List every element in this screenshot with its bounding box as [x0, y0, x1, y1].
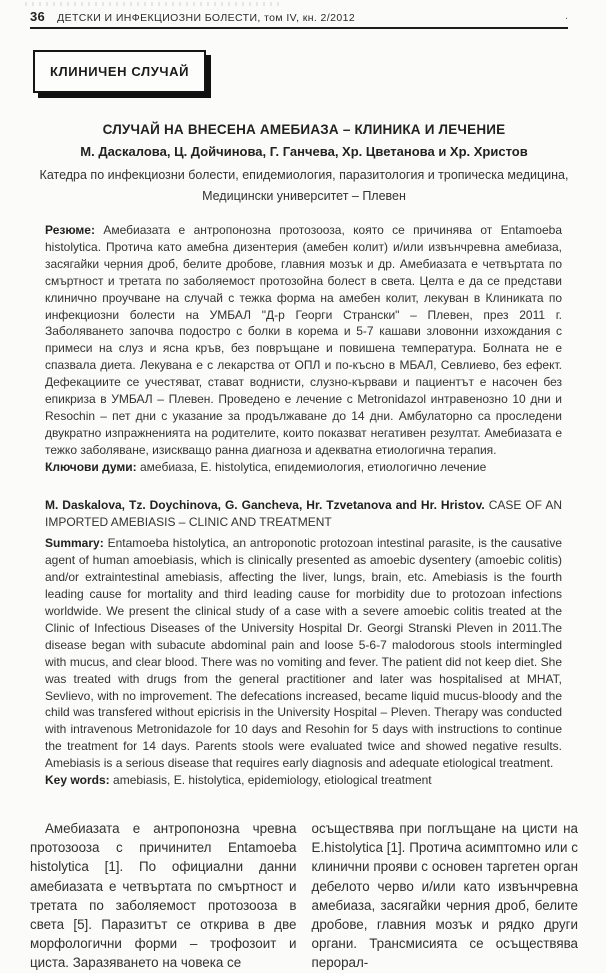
keywords-en — [45, 772, 562, 789]
page-number: 36 — [30, 9, 46, 24]
article-title-en: CASE OF AN IMPORTED AMEBIASIS – CLINIC AND TREATMENT — [45, 497, 562, 529]
summary-en — [45, 535, 562, 772]
english-summary-section — [45, 497, 562, 789]
article-heading — [30, 122, 578, 207]
abstract-bg — [45, 222, 562, 459]
summary-en-label: Summary: — [45, 536, 104, 551]
body-text — [30, 819, 578, 973]
article-title-bg: СЛУЧАЙ НА ВНЕСЕНА АМЕБИАЗА – КЛИНИКА И ЛЕЧЕНИЕ — [102, 122, 506, 137]
body-paragraph-left: Амебиазата е антропонозна чревна протозооза с причинител Entamoeba histolytica [1]. По официални данни амебиазата е четвъртата по смъртност и третата по заболяемост протозооза в света [5]. Паразитът се открива в две морфологични форми – трофозоит и циста. Заразяването на човека се — [30, 821, 297, 971]
keywords-bg-text: амебиаза, E. histolytica, епидемиология, етиологично лечение — [140, 459, 487, 474]
body-column-left — [30, 819, 297, 973]
stray-mark: . — [564, 10, 568, 22]
affiliation-line-2: Медицински университет – Плевен — [202, 189, 406, 203]
section-label: КЛИНИЧЕН СЛУЧАЙ — [50, 64, 190, 79]
keywords-bg — [45, 459, 562, 476]
summary-en-text: Entamoeba histolytica, an antroponotic protozoan intestinal parasite, is the causative agent of human amoebiasis, which is clinically presented as amoebic dysentery (amoebic colitis) and/or extraintestinal amebiasis, affecting the liver, lungs, brain, etc. Amebiasis is the fourth leading cause for mortality and third leading cause for morbidity due to protozoan infections worldwide. We present the clinical study of a case with a severe amoebic colitis treated at the Clinic of Infectious Diseases of the University Hospital Dr. Georgi Stranski Pleven in 2011.The disease began with subacute abdominal pain and loose 5-6-7 malodorous stools intermingled with mucus, and clear blood. There was no vomiting and fever. The patient did not keep diet. She was treated with drugs from the general practitioner and later was hospitalised at MHAT, Sevlievo, with no improvement. The defecations increased, became liquid mucus-bloody and the child was transfered without epicrisis in the University Hospital – Pleven. Therapy was conducted with intravenous Metronidazole for 10 days and Resohin for 5 days with instructions to continue the treatment for 14 days. Parents stools were evaluated twice and showed negative results. Amebiasis is a serious disease that requires early diagnosis and adequate etiological treatment. — [45, 536, 562, 771]
article-authors-en: M. Daskalova, Tz. Doychinova, G. Gancheva, Hr. Tzvetanova and Hr. Hristov. — [45, 497, 485, 512]
abstract-section — [45, 222, 562, 789]
english-title-line — [45, 497, 562, 531]
keywords-en-text: amebiasis, E. histolytica, epidemiology, etiological treatment — [113, 773, 432, 788]
header-rule — [30, 27, 568, 29]
abstract-bg-text: Амебиазата е антропонозна протозооза, която се причинява от Entamoeba histolytica. Протича като амебна дизентерия (амебен колит) и/или извънчревна амебиаза, засягайки черния дроб, белите дробове, главния мозък и др. Амебиазата е четвъртата по смъртност и третата по заболяемост протозойна болест в света. Целта е да се представи клинично проучване на случай с тежка форма на амебен колит, лекуван в Клиниката по инфекциозни болести на УМБАЛ "Д-р Георги Странски" – Плевен, през 2011 г. Заболяването започва подостро с болки в корема и 5-7 кашави зловонни изхождания с примеси на слуз и ясна кръв, без повръщане и повишена температура. Болната не е спазвала диета. Лекувана е с лекарства от ОПЛ и по-късно в МБАЛ, Севлиево, без ефект. Дефекациите се учестяват, стават воднисти, слузно-кървави и пациентът е насочен без епикриза в УМБАЛ – Плевен. Проведено е лечение с Metronidazol интравенозно 10 дни и Resochin – пет дни с указание за продължаване до 14 дни. Амбулаторно са проследени двукратно изпражненията на родителите, които показват негативен резултат. Амебиазата е тежко заболяване, изискващо ранна диагноза и адекватна етиологична терапия. — [45, 223, 562, 457]
keywords-bg-label: Ключови думи: — [45, 459, 137, 474]
body-paragraph-right: осъществява при поглъщане на цисти на E.histolytica [1]. Протича асимптомно или с клинични прояви с основен таргетен орган дебелото черво и/или като извънчревна амебиаза, засягайки черния дроб, белите дробове, главния мозък и рядко други органи. Трансмисията се осъществява перорал- — [311, 821, 578, 971]
section-label-box — [33, 50, 206, 93]
scan-artifact — [25, 2, 280, 6]
article-authors-bg: М. Даскалова, Ц. Дойчинова, Г. Ганчева, Хр. Цветанова и Хр. Христов — [80, 144, 528, 159]
journal-title: ДЕТСКИ И ИНФЕКЦИОЗНИ БОЛЕСТИ, том IV, кн. 2/2012 — [57, 12, 356, 24]
body-column-right — [312, 819, 579, 973]
abstract-bg-label: Резюме: — [45, 223, 95, 237]
keywords-en-label: Key words: — [45, 773, 110, 788]
affiliation-line-1: Катедра по инфекциозни болести, епидемиология, паразитология и тропическа медицина, — [39, 168, 569, 182]
